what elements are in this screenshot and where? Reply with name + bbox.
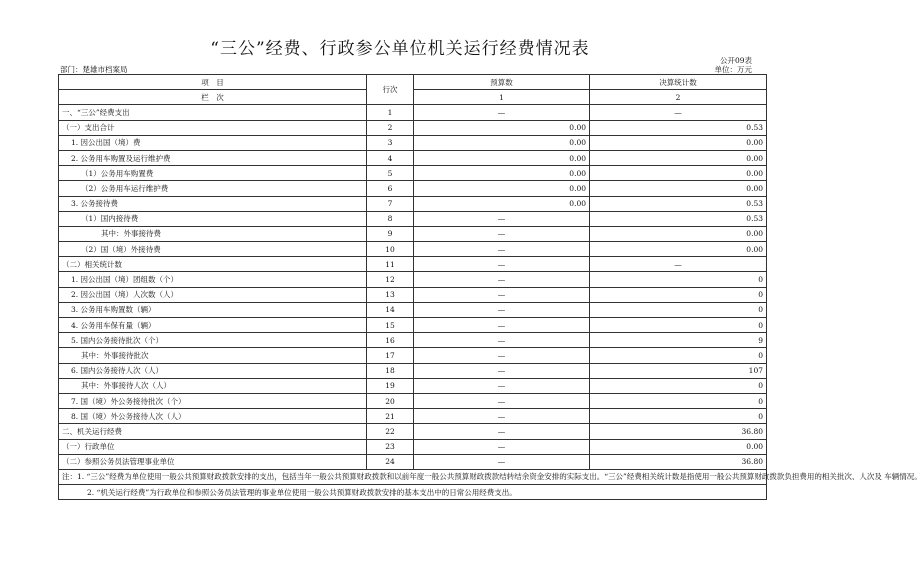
row-number: 8: [367, 211, 414, 226]
item-header: 项 目: [59, 75, 367, 90]
actual-value: 0.53: [590, 211, 767, 226]
row-label: 6. 国内公务接待人次（人）: [59, 363, 367, 378]
actual-value: 36.80: [590, 454, 767, 469]
budget-value: 0.00: [414, 150, 590, 165]
row-label: 其中：外事接待批次: [59, 348, 367, 363]
table-row: [59, 120, 767, 135]
table-row: [59, 150, 767, 165]
table-row: [59, 318, 767, 333]
header-row: [59, 75, 767, 90]
budget-value: —: [414, 409, 590, 424]
note-row: [59, 485, 767, 500]
budget-value: —: [414, 318, 590, 333]
row-number: 14: [367, 302, 414, 317]
budget-value: —: [414, 454, 590, 469]
row-label: （2）国（境）外接待费: [59, 242, 367, 257]
actual-value: 0.00: [590, 226, 767, 241]
actual-value: 0: [590, 348, 767, 363]
budget-value: —: [414, 439, 590, 454]
table-row: [59, 348, 767, 363]
row-number: 22: [367, 424, 414, 439]
actual-value: 0.00: [590, 242, 767, 257]
budget-value: —: [414, 211, 590, 226]
actual-value: 0: [590, 378, 767, 393]
budget-value: —: [414, 378, 590, 393]
actual-value: 0.00: [590, 135, 767, 150]
row-label: 3. 公务接待费: [59, 196, 367, 211]
unit-label: 单位：万元: [714, 65, 752, 74]
row-number: 4: [367, 150, 414, 165]
budget-value: 0.00: [414, 181, 590, 196]
table-row: [59, 378, 767, 393]
row-label: 二、机关运行经费: [59, 424, 367, 439]
actual-value: 0.00: [590, 150, 767, 165]
budget-value: —: [414, 287, 590, 302]
actual-value: 0.53: [590, 196, 767, 211]
row-label: 4. 公务用车保有量（辆）: [59, 318, 367, 333]
row-number: 10: [367, 242, 414, 257]
budget-value: —: [414, 393, 590, 408]
actual-value: 0: [590, 302, 767, 317]
table-row: [59, 135, 767, 150]
table-row: [59, 454, 767, 469]
table-row: [59, 196, 767, 211]
row-label: 8. 国（境）外公务接待人次（人）: [59, 409, 367, 424]
table-row: [59, 363, 767, 378]
budget-value: —: [414, 242, 590, 257]
row-number: 7: [367, 196, 414, 211]
row-number: 16: [367, 333, 414, 348]
table-row: [59, 105, 767, 120]
row-label: 其中：外事接待费: [59, 226, 367, 241]
actual-value: 0.00: [590, 181, 767, 196]
row-number: 5: [367, 166, 414, 181]
budget-value: —: [414, 333, 590, 348]
actual-value: 0.53: [590, 120, 767, 135]
actual-value: 107: [590, 363, 767, 378]
page-title: “三公”经费、行政参公单位机关运行经费情况表: [210, 39, 590, 59]
budget-value: —: [414, 272, 590, 287]
actual-value: 36.80: [590, 424, 767, 439]
row-number: 9: [367, 226, 414, 241]
row-label: 其中：外事接待人次（人）: [59, 378, 367, 393]
budget-value: —: [414, 257, 590, 272]
row-number: 12: [367, 272, 414, 287]
row-label: 一、“三公”经费支出: [59, 105, 367, 120]
budget-value: —: [414, 226, 590, 241]
row-label: 1. 因公出国（境）费: [59, 135, 367, 150]
row-number: 15: [367, 318, 414, 333]
table-row: [59, 257, 767, 272]
row-label: 2. 公务用车购置及运行维护费: [59, 150, 367, 165]
row-number: 21: [367, 409, 414, 424]
table-row: [59, 409, 767, 424]
budget-value: —: [414, 424, 590, 439]
row-label: 2. 因公出国（境）人次数（人）: [59, 287, 367, 302]
table-row: [59, 166, 767, 181]
actual-value: 0: [590, 409, 767, 424]
actual-value: 0.00: [590, 166, 767, 181]
row-label: （1）公务用车购置费: [59, 166, 367, 181]
actual-value: 0: [590, 318, 767, 333]
actual-value: —: [590, 105, 767, 120]
row-number: 20: [367, 393, 414, 408]
table-row: [59, 226, 767, 241]
row-number: 2: [367, 120, 414, 135]
budget-header: 预算数: [414, 75, 590, 90]
row-label: （1）国内接待费: [59, 211, 367, 226]
row-number: 13: [367, 287, 414, 302]
note-row: [59, 469, 767, 484]
row-number: 1: [367, 105, 414, 120]
actual-value: —: [590, 257, 767, 272]
row-number: 3: [367, 135, 414, 150]
actual-header: 决算统计数: [590, 75, 767, 90]
row-number: 19: [367, 378, 414, 393]
row-number: 11: [367, 257, 414, 272]
actual-value: 9: [590, 333, 767, 348]
row-label: （二）参照公务员法管理事业单位: [59, 454, 367, 469]
row-number: 23: [367, 439, 414, 454]
table-row: [59, 211, 767, 226]
note-2: 2. “机关运行经费”为行政单位和参照公务员法管理的事业单位使用一般公共预算财政拨款安排的基本支出中的日常公用经费支出。: [59, 485, 767, 500]
note-1: 注：1. “三公”经费为单位使用一般公共预算财政拨款安排的支出，包括当年一般公共预算财政拨款和以前年度一般公共预算财政拨款结转结余资金安排的实际支出。“三公”经费相关统计数是指使用一般公共预算财政拨款负担费用的相关批次、人次及 车辆情况。: [59, 469, 767, 484]
column-index-header: 栏 次: [59, 90, 367, 105]
actual-value: 0: [590, 272, 767, 287]
row-label: （2）公务用车运行维护费: [59, 181, 367, 196]
row-label: （一）支出合计: [59, 120, 367, 135]
table-row: [59, 272, 767, 287]
actual-value: 0.00: [590, 439, 767, 454]
actual-col-no: 2: [590, 90, 767, 105]
table-row: [59, 333, 767, 348]
actual-value: 0: [590, 287, 767, 302]
expense-table: [58, 74, 922, 500]
row-label: 7. 国（境）外公务接待批次（个）: [59, 393, 367, 408]
row-number: 6: [367, 181, 414, 196]
budget-value: —: [414, 302, 590, 317]
row-label: 3. 公务用车购置数（辆）: [59, 302, 367, 317]
table-row: [59, 302, 767, 317]
table-row: [59, 181, 767, 196]
department-label: 部门：楚雄市档案局: [60, 65, 128, 74]
budget-col-no: 1: [414, 90, 590, 105]
budget-value: 0.00: [414, 196, 590, 211]
row-label: 1. 因公出国（境）团组数（个）: [59, 272, 367, 287]
budget-value: 0.00: [414, 135, 590, 150]
table-code: 公开09表: [719, 56, 752, 65]
budget-value: —: [414, 105, 590, 120]
row-number: 24: [367, 454, 414, 469]
actual-value: 0: [590, 393, 767, 408]
table-row: [59, 424, 767, 439]
budget-value: —: [414, 363, 590, 378]
table-row: [59, 439, 767, 454]
budget-value: —: [414, 348, 590, 363]
table-row: [59, 242, 767, 257]
row-number: 18: [367, 363, 414, 378]
budget-value: 0.00: [414, 166, 590, 181]
table-row: [59, 287, 767, 302]
table-row: [59, 393, 767, 408]
budget-value: 0.00: [414, 120, 590, 135]
row-number: 17: [367, 348, 414, 363]
row-label: 5. 国内公务接待批次（个）: [59, 333, 367, 348]
row-label: （二）相关统计数: [59, 257, 367, 272]
row-no-header: 行次: [367, 75, 414, 105]
row-label: （一）行政单位: [59, 439, 367, 454]
